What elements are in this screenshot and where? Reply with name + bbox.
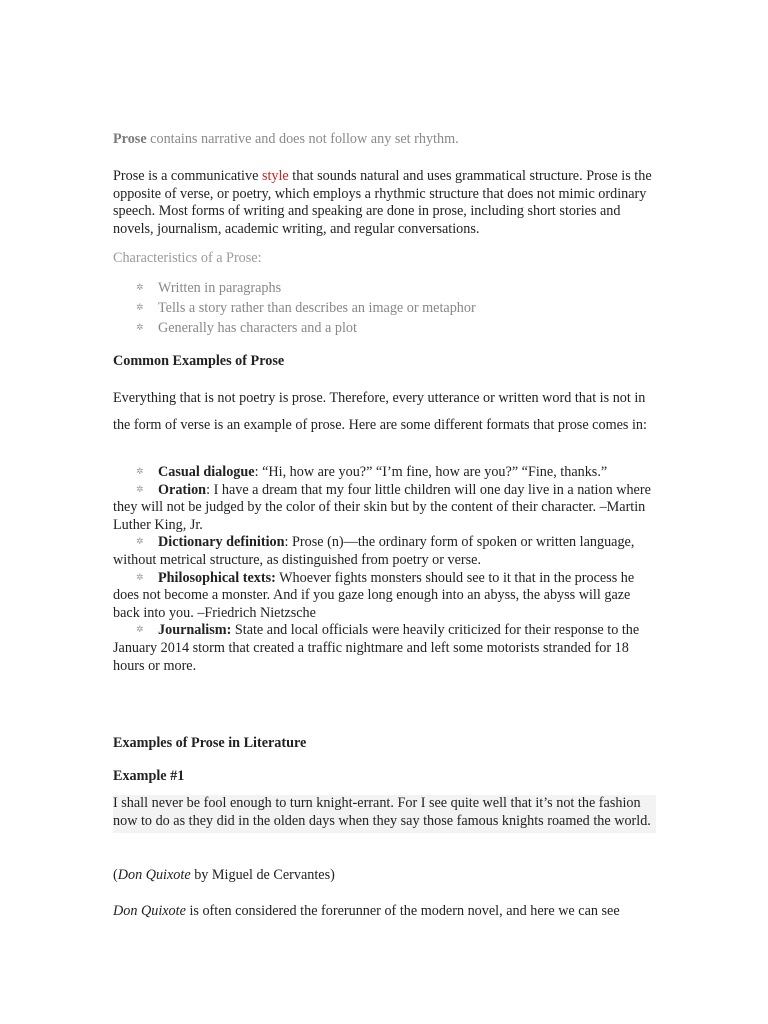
item-text: State and local officials were heavily criticized for their response to the January 2014 storm that created a traffic nightmare and left some motorists stranded for 18 hours or more. (113, 622, 640, 674)
lead-term: Prose (113, 131, 147, 147)
item-text: “Hi, how are you?” “I’m fine, how are you?” “Fine, thanks.” (262, 464, 608, 480)
cite-open: ( (113, 867, 118, 883)
example-1-quote: I shall never be fool enough to turn knight-errant. For I see quite well that it’s not the fashion now to do as they did in the olden days when they say those famous knights roamed the world. (113, 795, 656, 833)
list-item (136, 298, 476, 318)
lead-rest: contains narrative and does not follow any set rhythm. (146, 131, 459, 147)
cite-title: Don Quixote (117, 867, 191, 883)
prose-formats-list (113, 464, 658, 675)
lead-sentence (113, 131, 459, 148)
analysis-text: is often considered the forerunner of the modern novel, and here we can see (185, 903, 620, 919)
characteristics-list (136, 278, 476, 338)
item-sep: : (206, 481, 214, 498)
list-item (113, 622, 658, 675)
common-examples-heading: Common Examples of Prose (113, 353, 285, 369)
item-text: Prose (n)—the ordinary form of spoken or written language, without metrical structure, as distinguished from poetry or verse. (113, 534, 635, 568)
item-term: Dictionary definition (158, 534, 285, 551)
bullet-icon: ✲ (136, 624, 144, 635)
bullet-icon: ✲ (136, 466, 144, 476)
list-item (136, 278, 476, 298)
bullet-icon: ✲ (136, 322, 144, 332)
list-item (113, 534, 658, 569)
item-sep: : (284, 534, 293, 551)
characteristics-heading: Characteristics of a Prose: (113, 250, 262, 266)
list-item (113, 570, 658, 623)
item-term: Journalism: (158, 622, 232, 639)
literature-heading: Examples of Prose in Literature (113, 735, 307, 751)
list-item-text: Tells a story rather than describes an image or metaphor (158, 300, 476, 316)
list-item-text: Generally has characters and a plot (158, 320, 357, 336)
bullet-icon: ✲ (136, 302, 144, 312)
list-item (136, 318, 476, 338)
item-text: I have a dream that my four little children will one day live in a nation where they will not be judged by the color of their skin but by the content of their character. –Martin Luther King, Jr. (113, 481, 651, 533)
bullet-icon: ✲ (136, 282, 144, 292)
cite-rest: by Miguel de Cervantes) (190, 867, 335, 883)
example-1-citation (113, 867, 335, 884)
item-term: Casual dialogue (158, 464, 255, 480)
style-link[interactable]: style (261, 168, 289, 184)
bullet-icon: ✲ (136, 483, 144, 494)
item-term: Oration (158, 481, 207, 498)
intro-paragraph (113, 168, 658, 238)
intro-text-before: Prose is a communicative (113, 168, 262, 184)
analysis-title: Don Quixote (113, 903, 186, 919)
common-intro-paragraph: Everything that is not poetry is prose. Therefore, every utterance or written word that is not in the form of verse is an example of prose. Here are some different formats that prose comes in: (113, 390, 647, 433)
bullet-icon: ✲ (136, 536, 144, 547)
list-item (113, 482, 658, 535)
item-term: Philosophical texts: (158, 569, 276, 586)
bullet-icon: ✲ (136, 571, 144, 582)
analysis-paragraph (113, 903, 620, 920)
list-item (113, 464, 658, 482)
example-1-heading: Example #1 (113, 768, 185, 784)
list-item-text: Written in paragraphs (158, 280, 282, 296)
item-sep: : (254, 464, 263, 480)
intro-text-after: that sounds natural and uses grammatical structure. Prose is the opposite of verse, or poetry, which employs a rhythmic structure that does not mimic ordinary speech. Most forms of writing and speaking are done in prose, including short stories and novels, journalism, academic writing, and regular conversations. (113, 168, 652, 237)
item-text: Whoever fights monsters should see to it that in the process he does not become a monster. And if you gaze long enough into an abyss, the abyss will gaze back into you. –Friedrich Nietzsche (113, 569, 635, 621)
